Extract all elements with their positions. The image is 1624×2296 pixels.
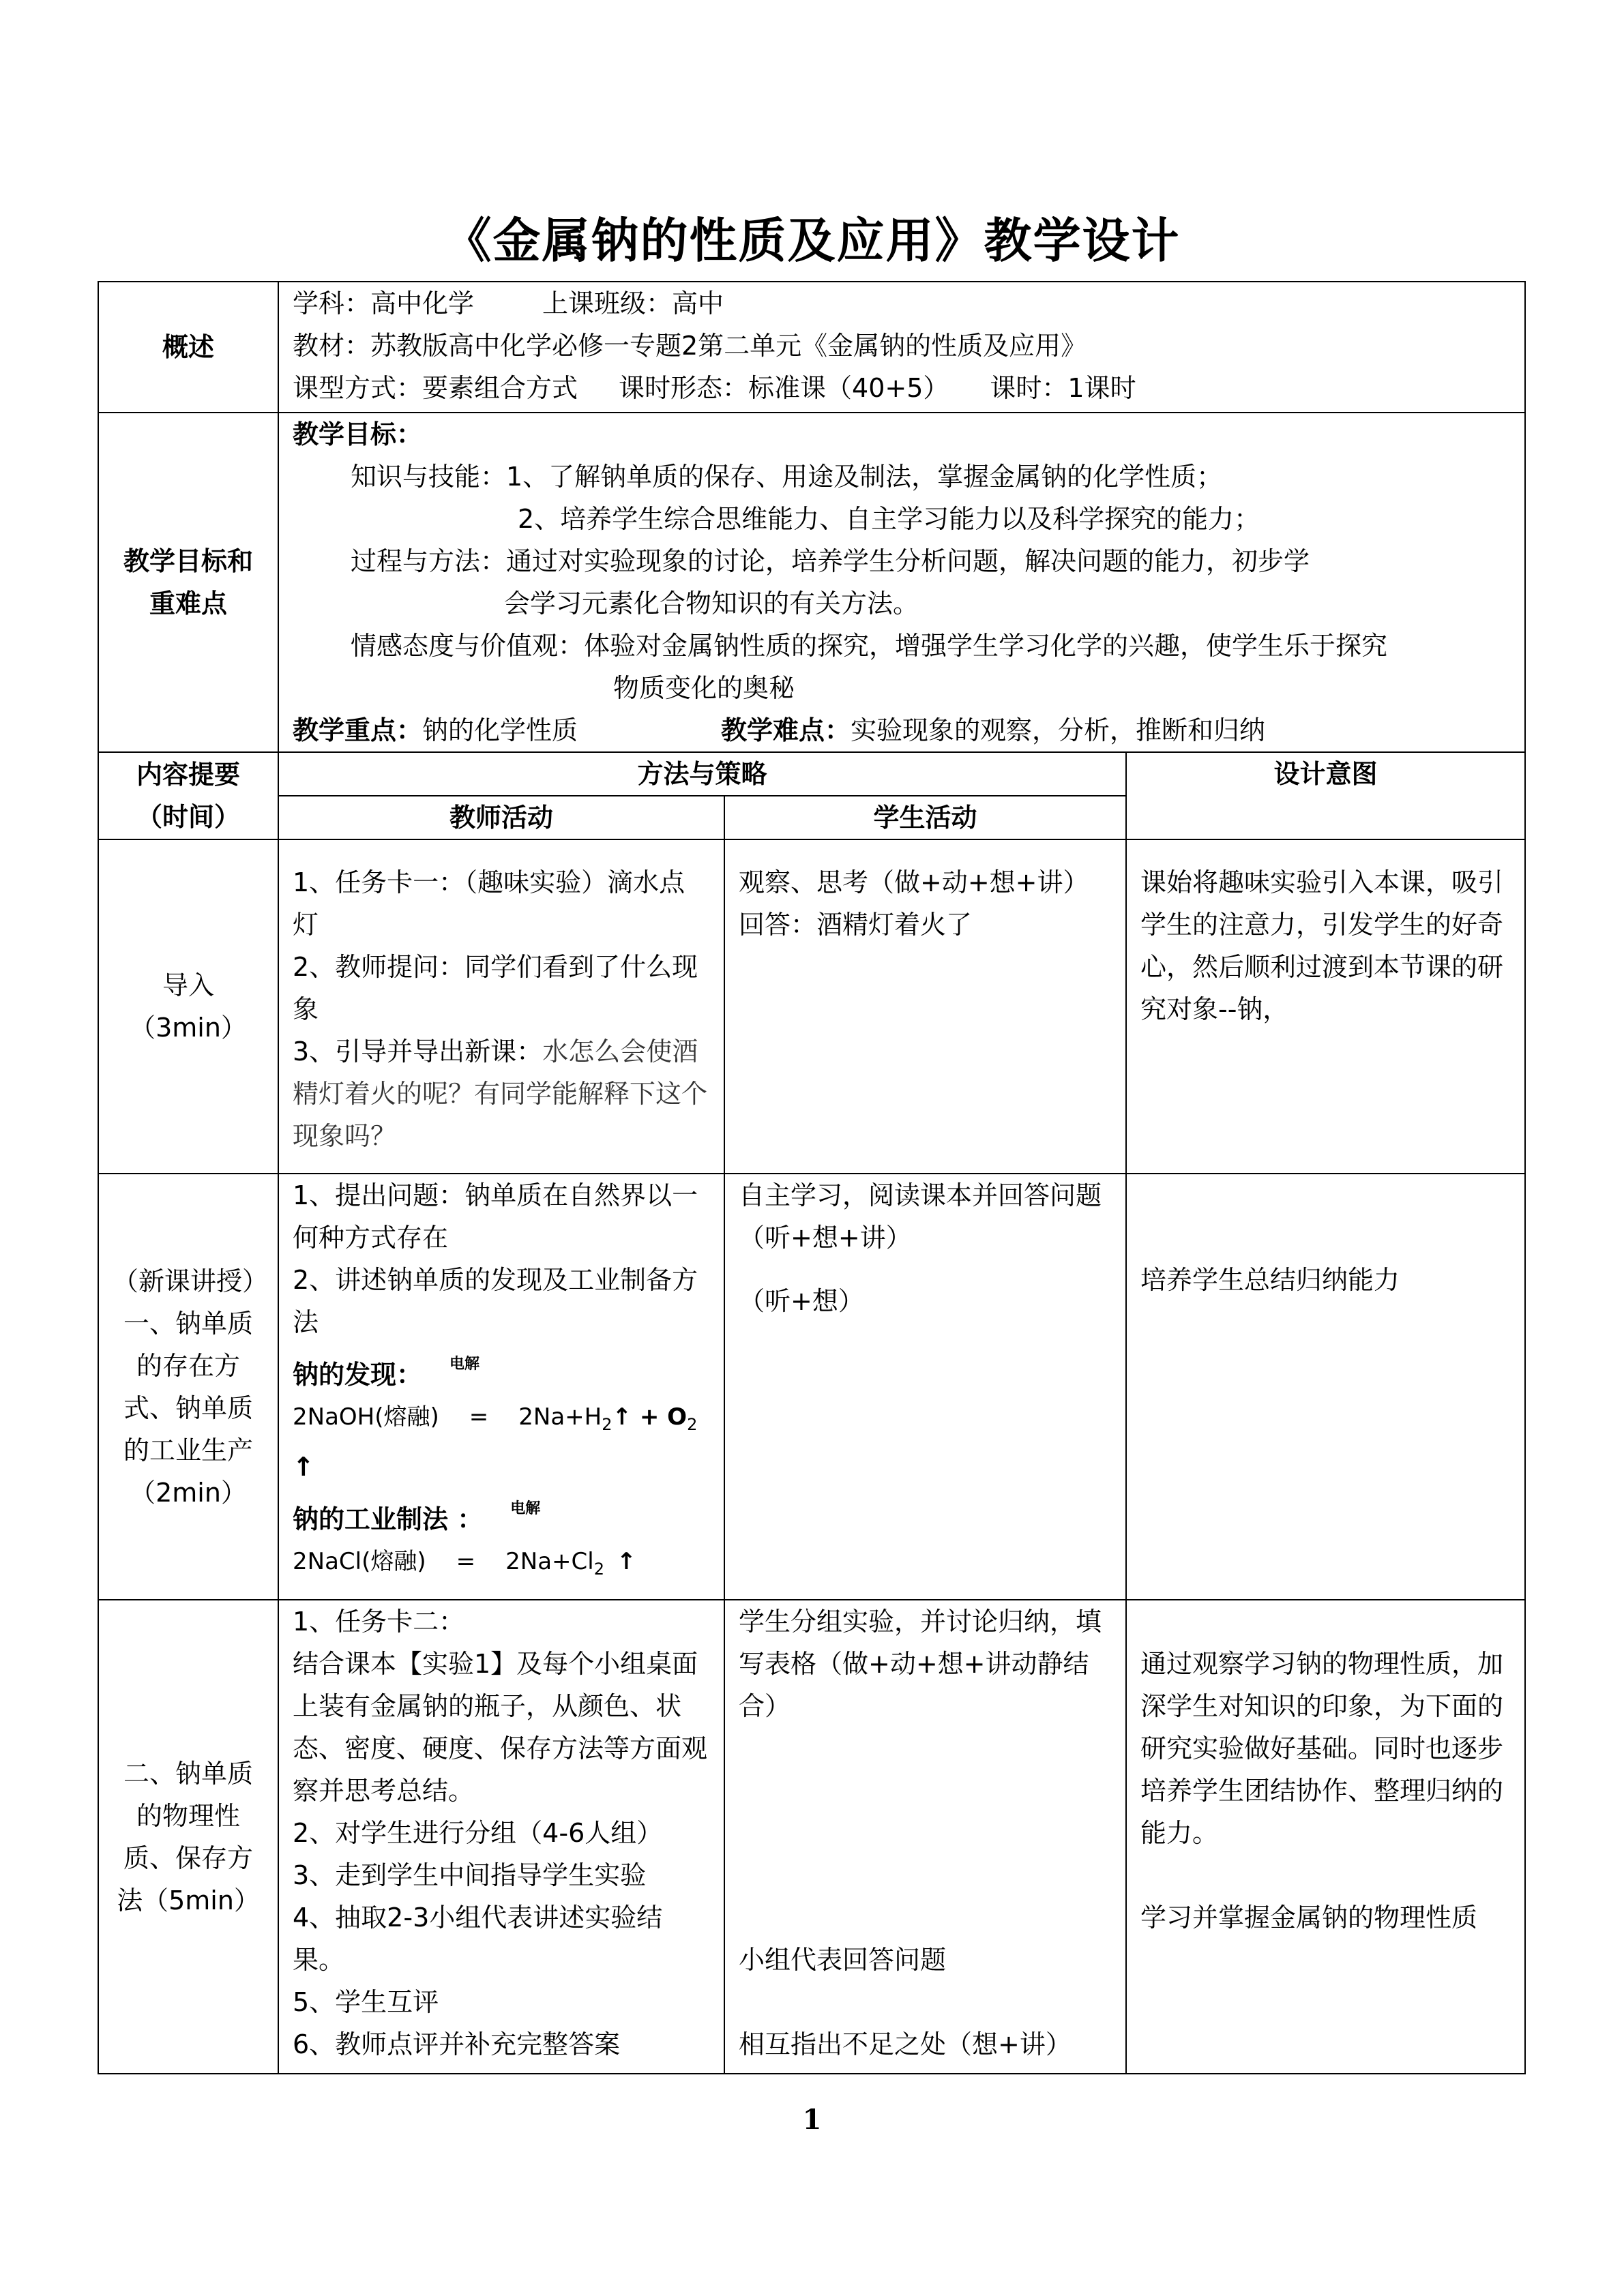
eq2-sub: 2 — [593, 1559, 604, 1579]
electrolysis-label-2: 电解 — [510, 1500, 541, 1517]
physical-teacher-5: 4、抽取2-3小组代表讲述实验结果。 — [293, 1903, 663, 1975]
existence-label-2: 一、钠单质的存在方式、钠单质的工业生产 — [123, 1308, 253, 1465]
physical-teacher — [278, 1600, 724, 2074]
header-content-1: 内容提要 — [136, 760, 240, 790]
physical-label-1: 二、钠单质的物理性质、保存方法（5min） — [117, 1758, 260, 1915]
existence-label-1: （新课讲授） — [113, 1266, 269, 1296]
eq1-sub-b: 2 — [687, 1414, 698, 1434]
goals-content — [278, 413, 1525, 752]
section-existence — [98, 1174, 1525, 1600]
key-point-label: 教学重点： — [293, 715, 423, 745]
eq2-equals: = — [456, 1547, 476, 1575]
difficulty-value: 实验现象的观察，分析，推断和归纳 — [851, 715, 1266, 745]
page-title: 《金属钠的性质及应用》教学设计 — [443, 212, 1181, 269]
goals-emotion-2: 物质变化的奥秘 — [613, 673, 795, 703]
header-content — [98, 752, 278, 839]
intro-intent-text: 课始将趣味实验引入本课，吸引学生的注意力，引发学生的好奇心，然后顺利过渡到本节课的研究对象--钠， — [1140, 867, 1504, 1024]
physical-student-1: 学生分组实验，并讨论归纳，填写表格（做+动+想+讲动静结合） — [739, 1607, 1102, 1721]
intro-teacher-3a: 3、引导并导出新课： — [293, 1037, 543, 1067]
intro-label-2: （3min） — [130, 1013, 247, 1043]
existence-student-2: （听+想） — [739, 1286, 864, 1316]
physical-teacher-1: 1、任务卡二： — [293, 1607, 465, 1637]
difficulty-label: 教学难点： — [721, 715, 851, 745]
header-content-2: （时间） — [136, 802, 240, 832]
goals-process-2: 会学习元素化合物知识的有关方法。 — [504, 588, 919, 618]
existence-intent — [1126, 1174, 1525, 1600]
goals-row — [98, 413, 1525, 752]
equation-1 — [293, 1396, 710, 1446]
goals-label-text: 教学目标和重难点 — [123, 546, 253, 618]
goals-process-1: 过程与方法：通过对实验现象的讨论，培养学生分析问题，解决问题的能力，初步学 — [351, 546, 1310, 576]
physical-intent — [1126, 1600, 1525, 2074]
goals-emotion-1: 情感态度与价值观：体验对金属钠性质的探究，增强学生学习化学的兴趣，使学生乐于探究 — [351, 631, 1388, 661]
intro-student-2: 回答：酒精灯着火了 — [739, 910, 973, 940]
goals-knowledge-2: 2、培养学生综合思维能力、自主学习能力以及科学探究的能力； — [518, 504, 1260, 534]
header-intent: 设计意图 — [1126, 752, 1525, 839]
eq1-sub-a: 2 — [602, 1414, 612, 1434]
intro-teacher — [278, 839, 724, 1174]
intro-label-1: 导入 — [162, 970, 214, 1000]
physical-teacher-2: 结合课本【实验1】及每个小组桌面上装有金属钠的瓶子，从颜色、状态、密度、硬度、保存方法等方面观察并思考总结。 — [293, 1649, 708, 1806]
goals-knowledge-1: 知识与技能：1、了解钠单质的保存、用途及制法，掌握金属钠的化学性质； — [351, 462, 1223, 492]
intro-label — [98, 839, 278, 1174]
eq1-left: 2NaOH(熔融) — [293, 1403, 439, 1431]
intro-teacher-1: 1、任务卡一：（趣味实验）滴水点灯 — [293, 867, 685, 940]
overview-row — [98, 282, 1525, 413]
existence-teacher-1: 1、提出问题：钠单质在自然界以一何种方式存在 — [293, 1180, 698, 1253]
existence-student — [724, 1174, 1126, 1600]
eq2-left: 2NaCl(熔融) — [293, 1547, 426, 1575]
existence-teacher — [278, 1174, 724, 1600]
overview-textbook: 教材：苏教版高中化学必修一专题2第二单元《金属钠的性质及应用》 — [293, 331, 1087, 361]
overview-label: 概述 — [98, 282, 278, 413]
page-number: 1 — [802, 2104, 822, 2136]
key-point-value: 钠的化学性质 — [422, 715, 578, 745]
header-student: 学生活动 — [724, 796, 1126, 839]
overview-form: 课时形态：标准课（40+5） — [619, 373, 949, 403]
industrial-label: 钠的工业制法 ： — [293, 1504, 484, 1534]
physical-intent-2: 学习并掌握金属钠的物理性质 — [1140, 1903, 1478, 1933]
overview-hours: 课时：1课时 — [990, 373, 1136, 403]
overview-subject: 学科：高中化学 — [293, 288, 475, 318]
physical-student-2: 小组代表回答问题 — [739, 1945, 947, 1975]
overview-type: 课型方式：要素组合方式 — [293, 373, 578, 403]
intro-student-1: 观察、思考（做+动+想+讲） — [739, 867, 1089, 897]
eq1-equals: = — [469, 1403, 489, 1431]
eq2-arrow: ↑ — [616, 1547, 636, 1575]
eq1-arrow: ↑ — [293, 1451, 314, 1482]
existence-label-3: （2min） — [130, 1477, 247, 1508]
eq1-right-b: ↑ + O — [612, 1403, 688, 1431]
header-row-1 — [98, 752, 1525, 796]
physical-teacher-4: 3、走到学生中间指导学生实验 — [293, 1860, 647, 1890]
physical-intent-1: 通过观察学习钠的物理性质，加深学生对知识的印象，为下面的研究实验做好基础。同时也逐步培养学生团结协作、整理归纳的能力。 — [1140, 1649, 1504, 1848]
goals-heading: 教学目标： — [293, 419, 423, 449]
header-teacher: 教师活动 — [278, 796, 724, 839]
physical-teacher-7: 6、教师点评并补充完整答案 — [293, 2029, 621, 2059]
goals-label — [98, 413, 278, 752]
physical-label — [98, 1600, 278, 2074]
equation-2 — [293, 1540, 710, 1590]
overview-content — [278, 282, 1525, 413]
electrolysis-label-1: 电解 — [449, 1356, 480, 1373]
physical-teacher-6: 5、学生互评 — [293, 1987, 439, 2017]
intro-student — [724, 839, 1126, 1174]
intro-teacher-3b: 水怎么会使酒精灯着火的呢？有同学能解释下这个现象吗？ — [293, 1037, 708, 1151]
physical-student — [724, 1600, 1126, 2074]
physical-student-3: 相互指出不足之处（想+讲） — [739, 2029, 1072, 2059]
existence-label — [98, 1174, 278, 1600]
intro-intent — [1126, 839, 1525, 1174]
physical-teacher-3: 2、对学生进行分组（4-6人组） — [293, 1818, 663, 1848]
section-physical — [98, 1600, 1525, 2074]
discovery-label: 钠的发现： — [293, 1360, 423, 1390]
existence-teacher-2: 2、讲述钠单质的发现及工业制备方法 — [293, 1265, 698, 1337]
existence-intent-text: 培养学生总结归纳能力 — [1140, 1265, 1400, 1295]
eq2-right: 2Na+Cl — [505, 1547, 594, 1575]
lesson-plan-table — [98, 281, 1526, 2074]
section-intro — [98, 839, 1525, 1174]
eq1-right-a: 2Na+H — [518, 1403, 602, 1431]
intro-teacher-2: 2、教师提问：同学们看到了什么现象 — [293, 952, 698, 1024]
existence-student-1: 自主学习，阅读课本并回答问题（听+想+讲） — [739, 1180, 1102, 1253]
header-methods: 方法与策略 — [278, 752, 1126, 796]
overview-class: 上课班级：高中 — [542, 288, 724, 318]
